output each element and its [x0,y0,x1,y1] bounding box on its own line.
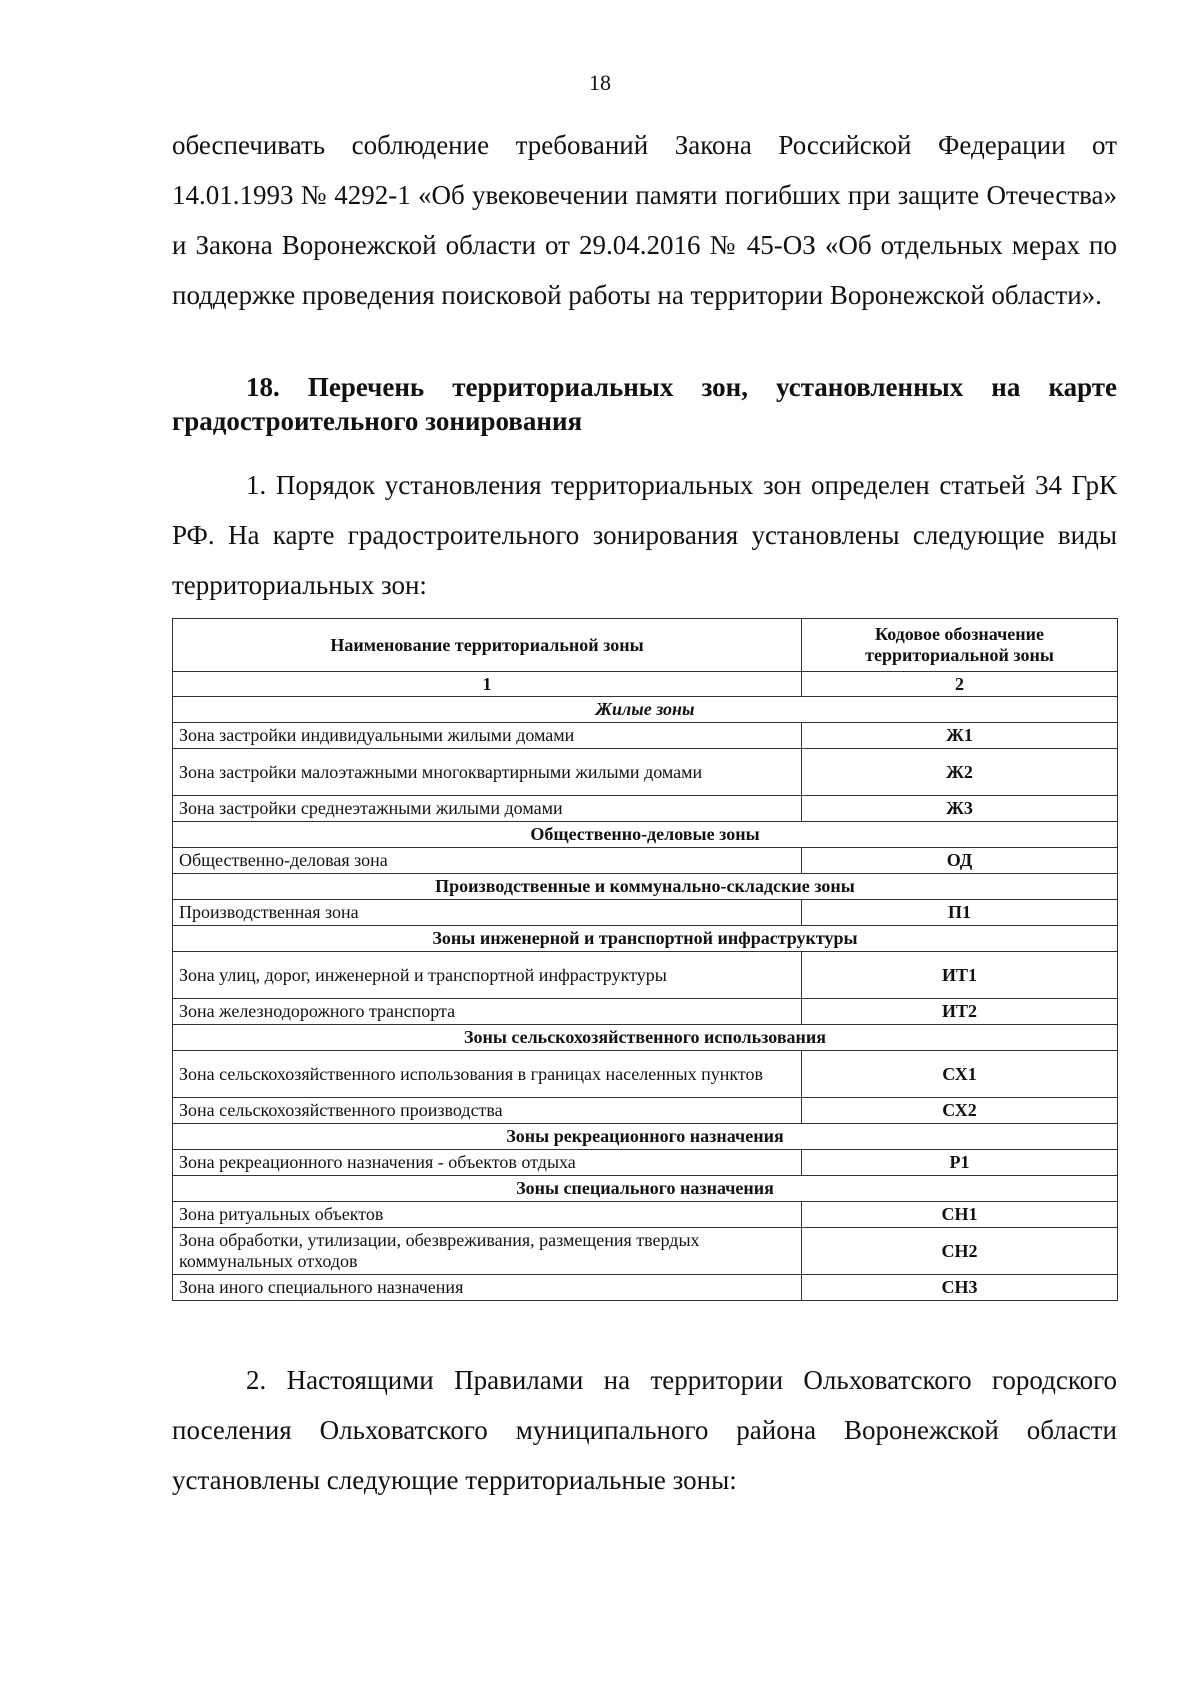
table-row [173,952,1118,999]
table-row [173,1275,1118,1301]
zone-name: Зона иного специального назначения [173,1275,802,1301]
paragraph-zone-order: 1. Порядок установления территориальных зон определен статьей 34 ГрК РФ. На карте градостроительного зонирования установлены следующие виды территориальных зон: [172,470,1117,600]
table-row [173,749,1118,796]
zone-name: Зона застройки индивидуальными жилыми домами [173,723,802,749]
zone-code: Р1 [802,1150,1118,1176]
zone-group-title: Зоны инженерной и транспортной инфраструктуры [173,926,1118,952]
table-group-row [173,822,1118,848]
zone-name: Зона железнодорожного транспорта [173,999,802,1025]
zone-code: СН2 [802,1228,1118,1275]
zone-group-title: Зоны сельскохозяйственного использования [173,1025,1118,1051]
zone-code: ИТ2 [802,999,1118,1025]
zone-group-title: Производственные и коммунально-складские зоны [173,874,1118,900]
zone-code: П1 [802,900,1118,926]
table-row [173,900,1118,926]
zone-code: ИТ1 [802,952,1118,999]
header-zone-name: Наименование территориальной зоны [173,619,802,672]
table-row [173,848,1118,874]
zones-table-body [173,672,1118,1301]
table-group-row [173,926,1118,952]
zone-name: Зона рекреационного назначения - объектов отдыха [173,1150,802,1176]
zone-code: СХ1 [802,1051,1118,1098]
zone-name: Зона обработки, утилизации, обезвреживания, размещения твердых коммунальных отходов [173,1228,802,1275]
table-group-row [173,1124,1118,1150]
zone-group-title: Зоны специального назначения [173,1176,1118,1202]
table-row [173,723,1118,749]
zone-code: Ж1 [802,723,1118,749]
table-row [173,1150,1118,1176]
zone-name: Зона сельскохозяйственного производства [173,1098,802,1124]
section-heading: 18. Перечень территориальных зон, установленных на карте градостроительного зонирования [172,372,1117,436]
zone-code: Ж2 [802,749,1118,796]
paragraph-established-zones: 2. Настоящими Правилами на территории Ольховатского городского поселения Ольховатского муниципального района Воронежской области установлены следующие территориальные зоны: [172,1365,1117,1495]
zone-code: СХ2 [802,1098,1118,1124]
zone-group-title: Зоны рекреационного назначения [173,1124,1118,1150]
zone-name: Зона улиц, дорог, инженерной и транспортной инфраструктуры [173,952,802,999]
table-group-row [173,874,1118,900]
paragraph-continuation: обеспечивать соблюдение требований Закона Российской Федерации от 14.01.1993 № 4292-1 «Об увековечении памяти погибших при защите Отечества» и Закона Воронежской области от 29.04.2016 № 45-ОЗ «Об отдельных мерах по поддержке проведения поисковой работы на территории Воронежской области». [172,130,1117,310]
zone-code: СН3 [802,1275,1118,1301]
table-group-row [173,1176,1118,1202]
zones-table [172,618,1118,1301]
zone-name: Зона ритуальных объектов [173,1202,802,1228]
table-row [173,1228,1118,1275]
zone-name: Производственная зона [173,900,802,926]
table-row [173,999,1118,1025]
table-row [173,1051,1118,1098]
table-group-row [173,697,1118,723]
zone-group-title: Общественно-деловые зоны [173,822,1118,848]
page-number: 18 [589,70,611,95]
zone-name: Зона застройки среднеэтажными жилыми домами [173,796,802,822]
column-number-2: 2 [802,672,1118,697]
column-number-row [173,672,1118,697]
table-row [173,796,1118,822]
zone-name: Зона застройки малоэтажными многоквартирными жилыми домами [173,749,802,796]
table-group-row [173,1025,1118,1051]
table-header-row [173,619,1118,672]
zone-code: ОД [802,848,1118,874]
zone-code: СН1 [802,1202,1118,1228]
zone-name: Зона сельскохозяйственного использования в границах населенных пунктов [173,1051,802,1098]
column-number-1: 1 [173,672,802,697]
zone-code: Ж3 [802,796,1118,822]
table-row [173,1098,1118,1124]
header-zone-code: Кодовое обозначение территориальной зоны [802,619,1118,672]
table-row [173,1202,1118,1228]
zone-name: Общественно-деловая зона [173,848,802,874]
zone-group-title: Жилые зоны [173,697,1118,723]
